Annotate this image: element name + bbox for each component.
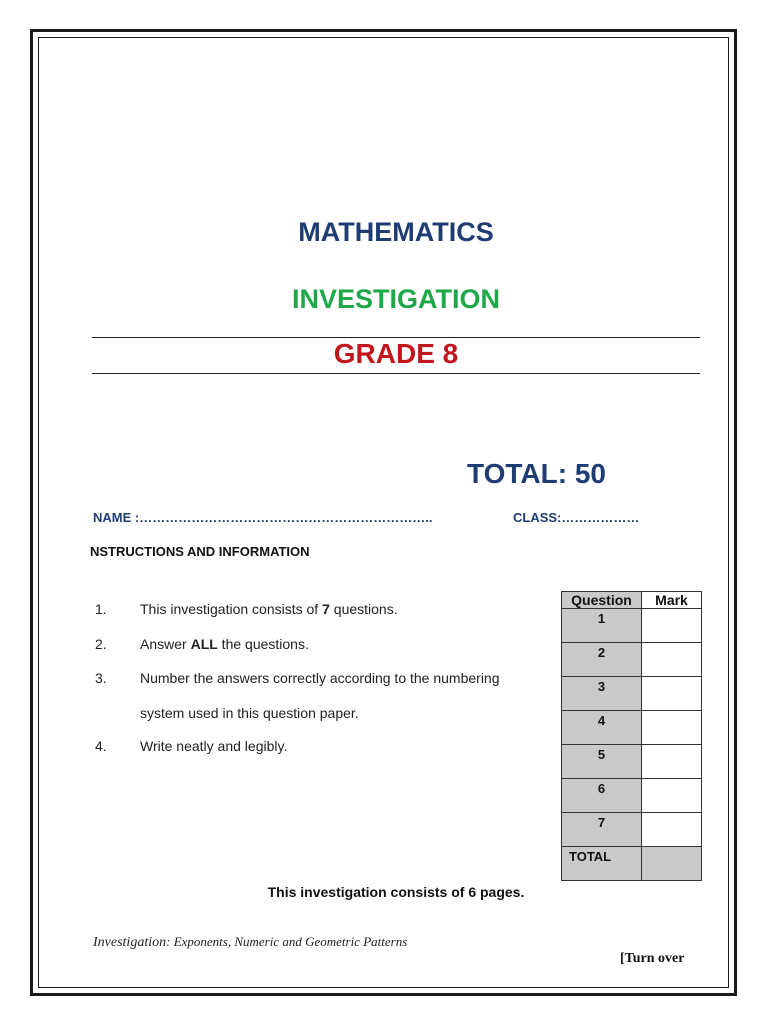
paper-type-title: INVESTIGATION (291, 284, 500, 314)
instruction-number: 4. (95, 738, 107, 754)
instruction-number: 1. (95, 601, 107, 617)
instruction-text-part: Write neatly and legibly. (140, 738, 288, 754)
question-number-cell: 6 (562, 779, 642, 813)
mark-cell (642, 643, 702, 677)
footer-label: Investigation (93, 935, 167, 950)
question-number-cell: 4 (562, 711, 642, 745)
table-row (562, 677, 702, 711)
turn-over-note: [Turn over (620, 951, 685, 966)
instruction-text-part: This investigation consists of (140, 601, 323, 617)
table-row (562, 643, 702, 677)
total-row (562, 847, 702, 881)
instructions-heading: NSTRUCTIONS AND INFORMATION (90, 544, 310, 559)
mark-cell (642, 745, 702, 779)
footer-topic-text: : Exponents, Numeric and Geometric Patterns (166, 934, 408, 949)
instruction-number: 2. (95, 636, 107, 652)
question-number-cell: 5 (562, 745, 642, 779)
question-number-cell: 3 (562, 677, 642, 711)
mark-cell (642, 711, 702, 745)
table-row (562, 779, 702, 813)
question-number-cell: 7 (562, 813, 642, 847)
instruction-text (140, 601, 398, 617)
mark-column-header: Mark (642, 592, 702, 609)
mark-cell (642, 813, 702, 847)
instruction-text-part: the questions. (217, 636, 309, 652)
question-number-cell: 2 (562, 643, 642, 677)
pages-note: This investigation consists of 6 pages. (267, 884, 525, 900)
table-row (562, 745, 702, 779)
table-row (562, 609, 702, 643)
name-field: NAME :………………………………………………………….. (93, 510, 433, 525)
grade-title: GRADE 8 (333, 338, 459, 369)
marks-table (561, 591, 702, 881)
instruction-text (140, 670, 500, 686)
total-marks: TOTAL: 50 (467, 458, 606, 489)
instruction-text (140, 636, 309, 652)
mark-cell (642, 779, 702, 813)
instruction-text (140, 738, 287, 754)
class-field: CLASS:……………… (513, 510, 640, 525)
mark-cell (642, 609, 702, 643)
footer-topic (93, 934, 407, 951)
table-row (562, 711, 702, 745)
instruction-text-part: Number the answers correctly according to the numbering (140, 670, 500, 686)
instruction-text (140, 705, 359, 721)
subject-title: MATHEMATICS (298, 217, 494, 247)
instruction-text-part: questions. (329, 601, 398, 617)
question-column-header: Question (562, 592, 642, 609)
question-number-cell: 1 (562, 609, 642, 643)
total-mark-cell (642, 847, 702, 881)
total-label-cell: TOTAL (562, 847, 642, 881)
instruction-emphasis: 7 (322, 601, 330, 617)
instruction-emphasis: ALL (190, 636, 218, 652)
instruction-text-part: system used in this question paper. (140, 705, 359, 721)
table-row (562, 813, 702, 847)
instruction-text-part: Answer (140, 636, 191, 652)
instruction-number: 3. (95, 670, 107, 686)
bottom-rule (92, 373, 700, 374)
mark-cell (642, 677, 702, 711)
